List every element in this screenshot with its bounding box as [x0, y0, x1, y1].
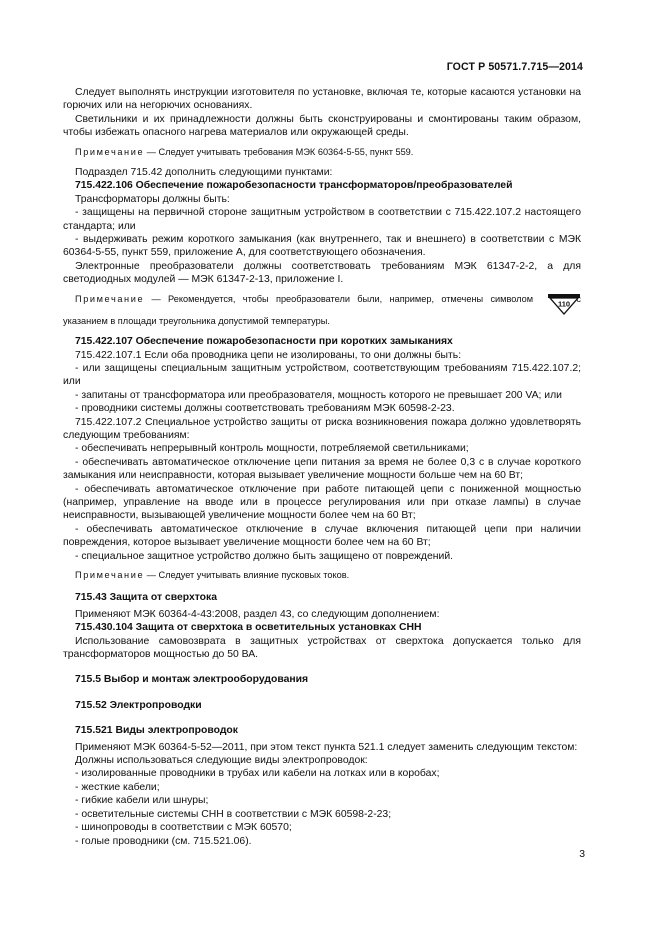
document-code-header: ГОСТ Р 50571.7.715—2014: [446, 61, 583, 73]
note-text: с указанием в площади треугольника допустимой температуры.: [63, 293, 581, 326]
list-item: - жесткие кабели;: [75, 781, 160, 793]
page-number: 3: [579, 849, 585, 860]
list-item: - защищены на первичной стороне защитным устройством в соответствии с 715.422.107.2 настоящего стандарта; или: [63, 207, 581, 232]
body-paragraph: 715.422.107.1 Если оба проводника цепи не изолированы, то они должны быть:: [75, 349, 462, 361]
section-heading: 715.430.104 Защита от сверхтока в осветительных установках СНН: [75, 622, 422, 634]
note-text: — Следует учитывать требования МЭК 60364-5-55, пункт 559.: [144, 146, 414, 157]
list-item: - обеспечивать автоматическое отключение при работе питающей цепи с пониженной мощностью (например, управление на вводе или в процессе регулирования или при отказе лампы) в случае неисправности, вызывающей увеличение мощности более чем на 60 Вт;: [63, 483, 581, 522]
note: [63, 293, 581, 328]
list-item: - выдерживать режим короткого замыкания (как внутреннего, так и внешнего) в соответствии с МЭК 60364-5-55, пункт 559, приложение А, для соответствующего обозначения.: [63, 234, 581, 259]
list-item: - обеспечивать автоматическое отключение в случае включения питающей цепи при наличии повреждения, которое вызывает увеличение мощности более чем на 60 Вт;: [63, 523, 581, 549]
list-item: - голые проводники (см. 715.521.06).: [75, 835, 252, 847]
body-paragraph: Применяют МЭК 60364-4-43:2008, раздел 43, со следующим дополнением:: [75, 608, 440, 620]
body-paragraph: Следует выполнять инструкции изготовителя по установке, включая те, которые касаются установки на горючих или на негорючих основаниях.: [63, 87, 581, 112]
body-paragraph: Должны использоваться следующие виды электропроводок:: [75, 755, 368, 767]
list-item: - гибкие кабели или шнуры;: [75, 795, 209, 807]
section-heading: 715.422.106 Обеспечение пожаробезопасности трансформаторов/преобразователей: [75, 180, 513, 192]
note-text: — Рекомендуется, чтобы преобразователи были, например, отмечены символом: [144, 293, 534, 304]
body-paragraph: Использование самовозврата в защитных устройствах от сверхтока допускается только для трансформаторов мощностью до 50 ВА.: [63, 635, 581, 661]
list-item: - обеспечивать автоматическое отключение цепи питания за время не более 0,3 с в случае короткого замыкания или неисправности, которая вызывает увеличение мощности больше чем на 60 Вт;: [63, 456, 581, 482]
body-paragraph: Трансформаторы должны быть:: [75, 193, 230, 205]
list-item: - или защищены специальным защитным устройством, соответствующим требованиям 715.422.107.2; или: [63, 362, 581, 388]
note-label: Примечание: [75, 293, 145, 304]
section-heading: 715.521 Виды электропроводок: [75, 725, 238, 737]
list-item: - осветительные системы СНН в соответствии с МЭК 60598-2-23;: [75, 808, 392, 820]
body-paragraph: Подраздел 715.42 дополнить следующими пунктами:: [75, 167, 333, 179]
note-text: — Следует учитывать влияние пусковых токов.: [144, 570, 350, 580]
note: [63, 146, 581, 159]
note: [63, 569, 581, 582]
section-heading: 715.43 Защита от сверхтока: [75, 592, 218, 604]
body-paragraph: Электронные преобразователи должны соответствовать требованиям МЭК 61347-2-2, а для светодиодных модулей — МЭК 61347-2-13, приложение I.: [63, 260, 581, 286]
note-label: Примечание: [75, 146, 145, 157]
body-paragraph: Применяют МЭК 60364-5-52—2011, при этом текст пункта 521.1 следует заменить следующим текстом:: [75, 741, 578, 753]
list-item: - обеспечивать непрерывный контроль мощности, потребляемой светильниками;: [75, 443, 469, 455]
body-paragraph: Светильники и их принадлежности должны быть сконструированы и смонтированы таким образом, чтобы избежать опасного нагрева материалов или окружающей среды.: [63, 113, 581, 139]
section-heading: 715.5 Выбор и монтаж электрооборудования: [75, 674, 309, 686]
note-label: Примечание: [75, 570, 145, 580]
list-item: - шинопроводы в соответствии с МЭК 60570;: [75, 822, 292, 834]
symbol-value: 110: [558, 299, 571, 309]
section-heading: 715.52 Электропроводки: [75, 699, 202, 711]
temperature-triangle-symbol: [535, 293, 569, 315]
list-item: - проводники системы должны соответствовать требованиям МЭК 60598-2-23.: [75, 403, 455, 415]
list-item: - изолированные проводники в трубах или кабели на лотках или в коробах;: [75, 768, 440, 780]
body-paragraph: 715.422.107.2 Специальное устройство защиты от риска возникновения пожара должно удовлетворять следующим требованиям:: [63, 416, 581, 441]
section-heading: 715.422.107 Обеспечение пожаробезопасности при коротких замыканиях: [75, 336, 453, 348]
document-body: [63, 86, 581, 848]
list-item: - запитаны от трансформатора или преобразователя, мощность которого не превышает 200 VA; или: [75, 389, 562, 401]
list-item: - специальное защитное устройство должно быть защищено от повреждений.: [75, 550, 454, 562]
